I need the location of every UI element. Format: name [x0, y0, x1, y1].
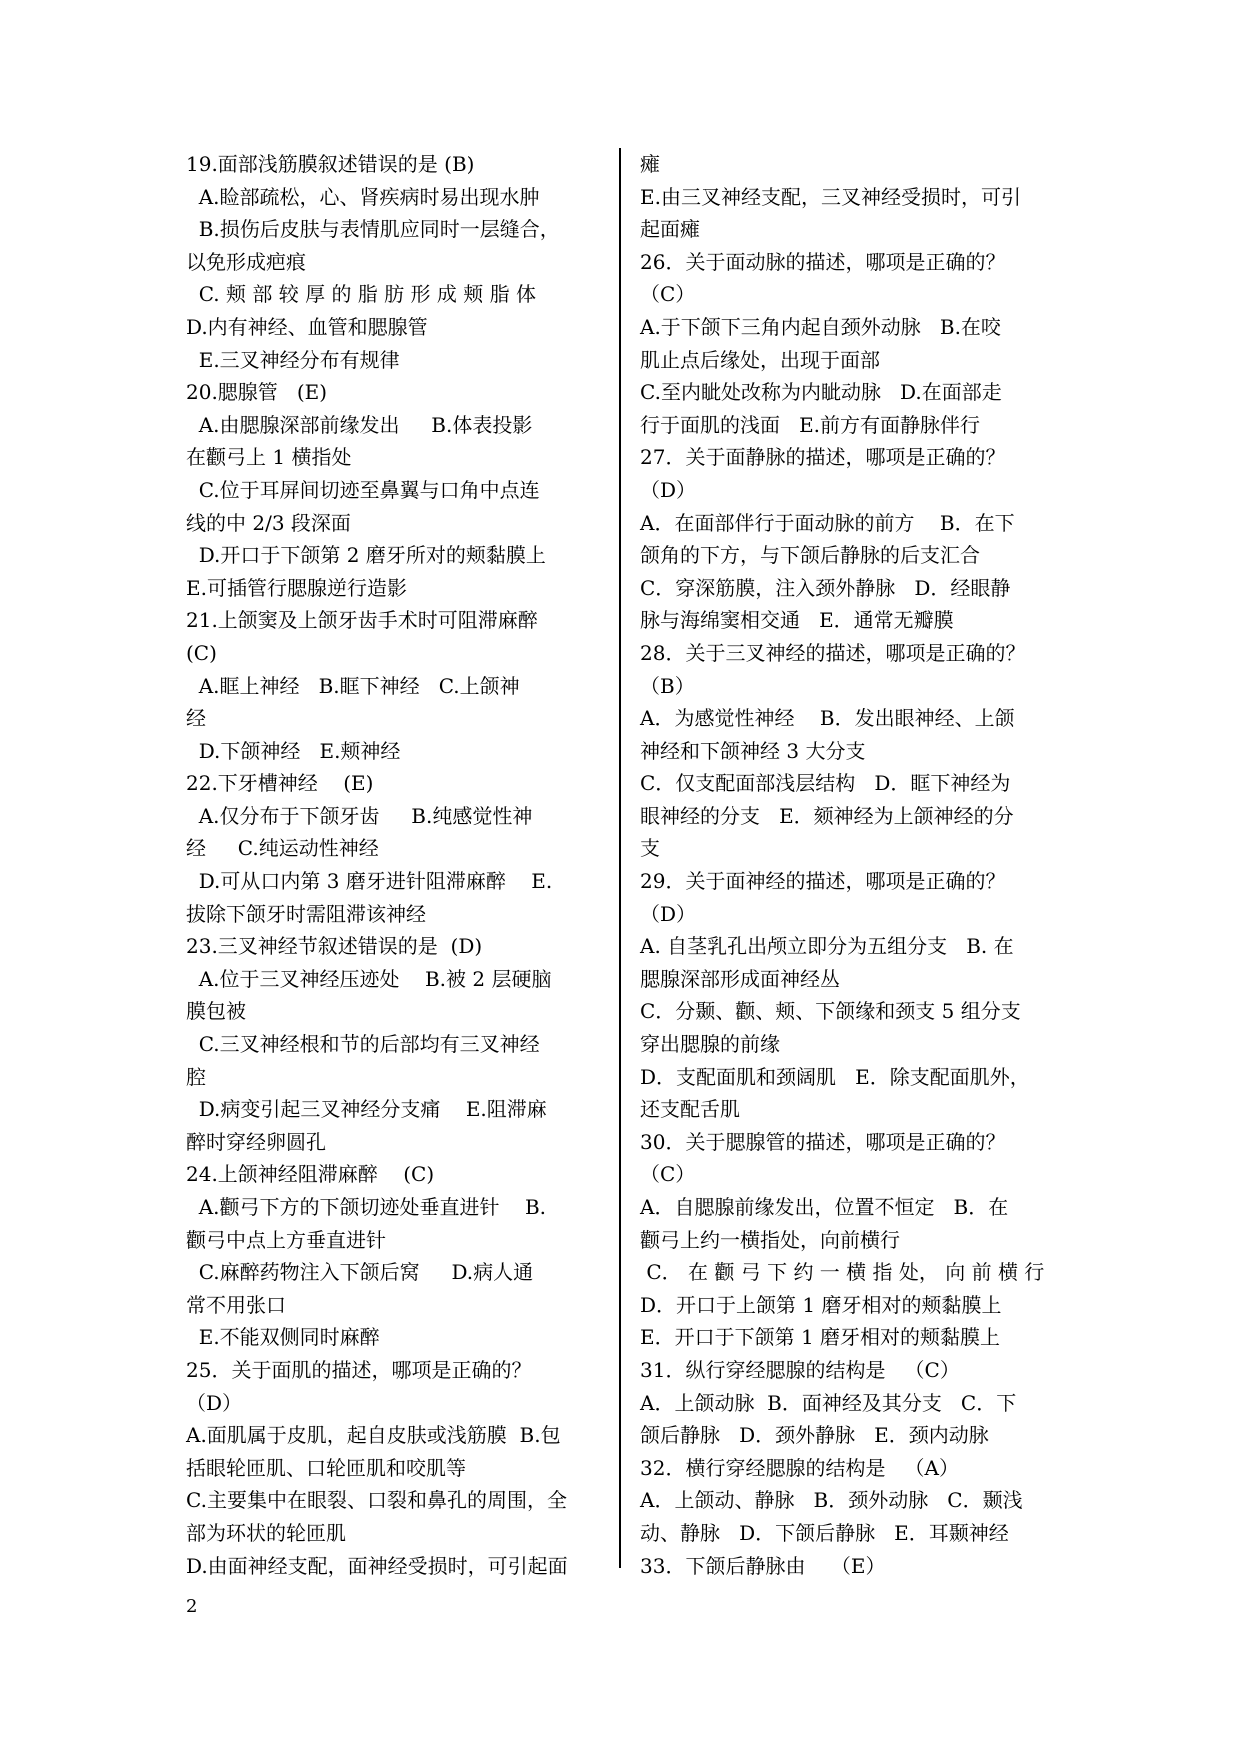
- text-line: C．穿深筋膜，注入颈外静脉 D．经眼静: [640, 575, 1011, 600]
- text-line: A.眶上神经 B.眶下神经 C.上颌神: [186, 673, 520, 698]
- text-line: 颧弓上约一横指处，向前横行: [640, 1227, 900, 1252]
- text-line: E.三叉神经分布有规律: [186, 347, 400, 372]
- text-line: A.位于三叉神经压迹处 B.被 2 层硬脑: [186, 966, 552, 991]
- text-line: A.面肌属于皮肌，起自皮肤或浅筋膜 B.包: [186, 1423, 561, 1448]
- text-line: 肌止点后缘处，出现于面部: [640, 347, 880, 372]
- text-line: A．上颌动脉 B．面神经及其分支 C．下: [640, 1390, 1017, 1415]
- text-line: D.可从口内第 3 磨牙进针阻滞麻醉 E.: [186, 869, 553, 894]
- text-line: A.颧弓下方的下颌切迹处垂直进针 B.: [186, 1195, 546, 1219]
- text-line: 部为环状的轮匝肌: [186, 1520, 346, 1545]
- text-line: A．在面部伴行于面动脉的前方 B．在下: [640, 510, 1015, 535]
- text-line: 颌角的下方，与下颌后静脉的后支汇合: [640, 543, 980, 568]
- text-line: 醉时穿经卵圆孔: [186, 1129, 326, 1154]
- text-line: 行于面肌的浅面 E.前方有面静脉伴行: [640, 412, 981, 437]
- text-line: 以免形成疤痕: [186, 249, 306, 274]
- text-line: A.睑部疏松，心、肾疾病时易出现水肿: [186, 184, 540, 209]
- text-line: E.可插管行腮腺逆行造影: [186, 575, 407, 600]
- text-line: 33．下颌后静脉由 （E）: [640, 1553, 886, 1578]
- text-line: 还支配舌肌: [640, 1097, 740, 1122]
- text-line: 眼神经的分支 E．颏神经为上颌神经的分: [640, 803, 1014, 828]
- text-line: 括眼轮匝肌、口轮匝肌和咬肌等: [186, 1455, 466, 1480]
- text-line: 32．横行穿经腮腺的结构是 （A）: [640, 1455, 959, 1480]
- text-line: C． 在 颧 弓 下 约 一 横 指 处， 向 前 横 行: [640, 1260, 1045, 1285]
- text-line: 腮腺深部形成面神经丛: [640, 966, 840, 991]
- text-line: C.主要集中在眼裂、口裂和鼻孔的周围，全: [186, 1488, 567, 1513]
- text-line: 28．关于三叉神经的描述，哪项是正确的？: [640, 640, 1026, 665]
- text-line: D．支配面肌和颈阔肌 E．除支配面肌外，: [640, 1064, 1030, 1089]
- text-line: 瘫: [640, 152, 660, 176]
- text-line: A．自腮腺前缘发出，位置不恒定 B．在: [640, 1195, 1009, 1219]
- text-line: C.至内眦处改称为内眦动脉 D.在面部走: [640, 380, 1002, 405]
- text-line: （D）: [640, 901, 697, 926]
- text-line: 腔: [186, 1064, 206, 1089]
- text-line: E．开口于下颌第 1 磨牙相对的颊黏膜上: [640, 1325, 1001, 1350]
- text-line: 30．关于腮腺管的描述，哪项是正确的？: [640, 1129, 1006, 1154]
- text-line: A．上颌动、静脉 B．颈外动脉 C．颞浅: [640, 1488, 1023, 1513]
- text-line: 颧弓中点上方垂直进针: [186, 1227, 386, 1252]
- text-line: （D）: [640, 477, 697, 502]
- text-line: 23.三叉神经节叙述错误的是 (D): [186, 934, 483, 959]
- text-line: C.三叉神经根和节的后部均有三叉神经: [186, 1032, 540, 1057]
- text-line: 26．关于面动脉的描述，哪项是正确的？: [640, 249, 1006, 274]
- text-line: A.由腮腺深部前缘发出 B.体表投影: [186, 412, 533, 437]
- text-line: C.麻醉药物注入下颌后窝 D.病人通: [186, 1260, 534, 1285]
- text-line: C.位于耳屏间切迹至鼻翼与口角中点连: [186, 477, 540, 502]
- text-line: 22.下牙槽神经 (E): [186, 771, 374, 796]
- text-line: C．分颞、颧、颊、下颌缘和颈支 5 组分支: [640, 999, 1021, 1024]
- text-line: 24.上颌神经阻滞麻醉 (C): [186, 1162, 435, 1187]
- text-line: 31．纵行穿经腮腺的结构是 （C）: [640, 1357, 960, 1382]
- text-line: D.病变引起三叉神经分支痛 E.阻滞麻: [186, 1097, 547, 1122]
- text-line: A.仅分布于下颌牙齿 B.纯感觉性神: [186, 803, 533, 828]
- text-line: 线的中 2/3 段深面: [186, 510, 351, 535]
- column-divider: [619, 148, 621, 1568]
- text-line: 动、静脉 D．下颌后静脉 E．耳颞神经: [640, 1520, 1009, 1545]
- text-line: E.不能双侧同时麻醉: [186, 1325, 380, 1350]
- page-number: 2: [186, 1596, 198, 1617]
- text-line: 27．关于面静脉的描述，哪项是正确的？: [640, 445, 1006, 470]
- text-line: （C）: [640, 1162, 696, 1187]
- text-line: 20.腮腺管 (E): [186, 380, 328, 405]
- text-line: D.开口于下颌第 2 磨牙所对的颊黏膜上: [186, 543, 546, 568]
- text-line: 起面瘫: [640, 217, 700, 242]
- text-line: 神经和下颌神经 3 大分支: [640, 738, 866, 763]
- left-column: [186, 148, 598, 1582]
- text-line: 25．关于面肌的描述，哪项是正确的？: [186, 1357, 532, 1382]
- text-line: C．仅支配面部浅层结构 D．眶下神经为: [640, 771, 1011, 796]
- text-line: D．开口于上颌第 1 磨牙相对的颊黏膜上: [640, 1292, 1002, 1317]
- text-line: 拔除下颌牙时需阻滞该神经: [186, 901, 426, 926]
- text-line: A. 自茎乳孔出颅立即分为五组分支 B. 在: [640, 934, 1014, 959]
- text-line: 颌后静脉 D．颈外静脉 E．颈内动脉: [640, 1423, 989, 1448]
- text-line: 在颧弓上 1 横指处: [186, 445, 352, 470]
- right-column: [640, 148, 1052, 1582]
- text-line: 穿出腮腺的前缘: [640, 1032, 780, 1057]
- text-line: 21.上颌窦及上颌牙齿手术时可阻滞麻醉: [186, 608, 538, 633]
- text-line: （D）: [186, 1390, 243, 1415]
- text-line: A.于下颌下三角内起自颈外动脉 B.在咬: [640, 314, 1001, 339]
- text-line: D.下颌神经 E.颊神经: [186, 738, 401, 763]
- text-line: D.由面神经支配，面神经受损时，可引起面: [186, 1553, 568, 1578]
- text-line: （B）: [640, 673, 695, 698]
- text-line: 常不用张口: [186, 1292, 286, 1317]
- text-line: 经: [186, 706, 206, 731]
- text-line: 脉与海绵窦相交通 E．通常无瓣膜: [640, 608, 954, 633]
- text-line: 19.面部浅筋膜叙述错误的是 (B): [186, 152, 475, 176]
- text-line: 经 C.纯运动性神经: [186, 836, 379, 861]
- text-line: E.由三叉神经支配，三叉神经受损时，可引: [640, 184, 1021, 209]
- text-line: （C）: [640, 282, 696, 307]
- text-line: 膜包被: [186, 999, 246, 1024]
- text-line: 支: [640, 836, 660, 861]
- text-line: B.损伤后皮肤与表情肌应同时一层缝合，: [186, 217, 560, 242]
- text-line: 29．关于面神经的描述，哪项是正确的？: [640, 869, 1006, 894]
- text-line: D.内有神经、血管和腮腺管: [186, 314, 428, 339]
- text-line: C. 颊 部 较 厚 的 脂 肪 形 成 颊 脂 体: [186, 282, 536, 307]
- text-line: A．为感觉性神经 B．发出眼神经、上颌: [640, 706, 1015, 731]
- text-line: (C): [186, 640, 217, 665]
